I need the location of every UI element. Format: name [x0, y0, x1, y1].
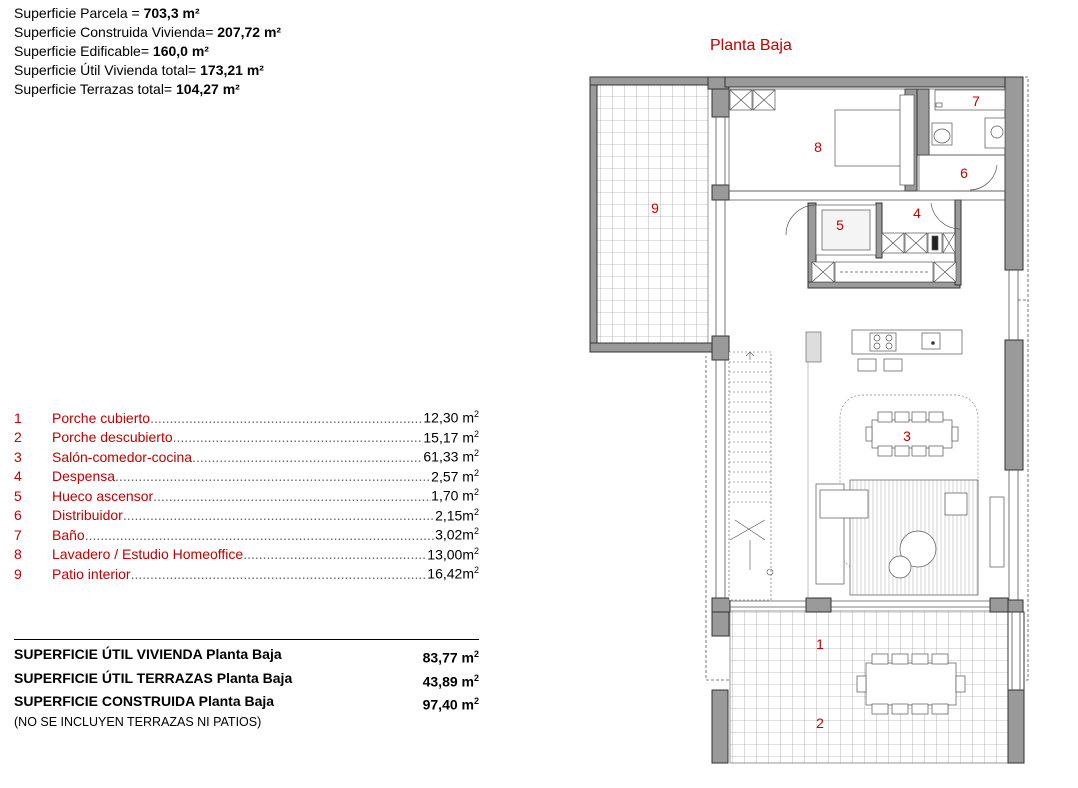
room-row: 6 Distribuidor ..... $2,15m^2$ — [14, 503, 479, 523]
summary-row: SUPERFICIE ÚTIL VIVIENDA Planta Baja 83,77 $m^2$ — [14, 646, 479, 666]
room-row: 2 Porche descubierto ..... 15,17 $m^2$ — [14, 425, 479, 445]
stat-parcela: Superficie Parcela = 703,3 m² — [14, 5, 200, 21]
room-label-8: 8 — [814, 139, 822, 155]
summary-row: SUPERFICIE ÚTIL TERRAZAS Planta Baja 43,89 $m^2$ — [14, 669, 479, 690]
summary-row: SUPERFICIE CONSTRUIDA Planta Baja 97,40 $m^2$ — [14, 693, 479, 713]
summary-note: (NO SE INCLUYEN TERRAZAS NI PATIOS) — [14, 714, 262, 729]
stat-edificable: Superficie Edificable= 160,0 m² — [14, 43, 209, 59]
room-label-1: 1 — [816, 636, 824, 652]
room-label-2: 2 — [816, 715, 824, 731]
room-label-6: 6 — [960, 165, 968, 181]
room-row: 9 Patio interior ..... $16,42m^2$ — [14, 561, 479, 581]
living-set — [816, 480, 1004, 595]
staircase — [729, 332, 821, 600]
room-label-4: 4 — [913, 205, 921, 221]
stat-util: Superficie Útil Vivienda total= 173,21 m² — [14, 62, 264, 78]
room-row: 8 Lavadero / Estudio Homeoffice ..... $13,00m^2$ — [14, 542, 479, 562]
kitchen-island — [852, 330, 962, 371]
porch-table — [857, 654, 965, 714]
room-row: 1 Porche cubierto ..... 12,30 $m^2$ — [14, 405, 479, 425]
stat-construida: Superficie Construida Vivienda= 207,72 m² — [14, 24, 282, 40]
room-row: 7 Baño ..... $3,02m^2$ — [14, 522, 479, 542]
plan-title: Planta Baja — [710, 37, 792, 54]
room-label-3: 3 — [903, 428, 911, 444]
room-label-5: 5 — [836, 217, 844, 233]
room-label-9: 9 — [651, 200, 659, 216]
room-row: 4 Despensa ..... 2,57 $m^2$ — [14, 464, 479, 484]
room-row: 3 Salón-comedor-cocina ..... 61,33 $m^2$ — [14, 444, 479, 464]
room-label-7: 7 — [972, 93, 980, 109]
room-row: 5 Hueco ascensor ..... 1,70 $m^2$ — [14, 483, 479, 503]
stat-terrazas: Superficie Terrazas total= 104,27 m² — [14, 81, 240, 97]
